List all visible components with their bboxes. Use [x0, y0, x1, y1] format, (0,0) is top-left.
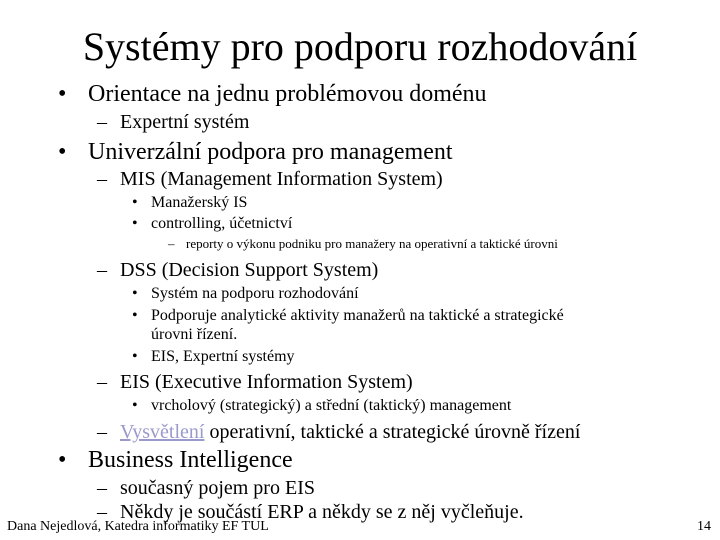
subsubitem-controlling: controlling, účetnictví — [151, 215, 293, 232]
footer-author: Dana Nejedlová, Katedra informatiky EF TUL — [7, 519, 269, 534]
subsubitem-system-podpora: Systém na podporu rozhodování — [151, 285, 359, 302]
subsubitem-podporuje-line1: Podporuje analytické aktivity manažerů na taktické a strategické — [151, 307, 564, 324]
vysvetleni-text: operativní, taktické a strategické úrovně řízení — [204, 421, 581, 443]
subitem-nekdy-erp: Někdy je součástí ERP a někdy se z něj vyčleňuje. — [120, 501, 524, 523]
bullet-marker: • — [58, 81, 67, 107]
subsubitem-eis-expertni: EIS, Expertní systémy — [151, 348, 295, 365]
dash-marker: – — [97, 168, 107, 190]
slide-title: Systémy pro podporu rozhodování — [82, 24, 638, 69]
dash-marker: – — [97, 421, 107, 443]
subsubitem-vrcholovy: vrcholový (strategický) a střední (taktický) management — [151, 397, 512, 414]
item-reporty: reporty o výkonu podniku pro manažery na operativní a taktické úrovni — [186, 236, 558, 251]
subsubitem-podporuje-line2: úrovni řízení. — [151, 326, 238, 343]
subitem-dss: DSS (Decision Support System) — [120, 259, 379, 281]
page-number: 14 — [697, 519, 711, 534]
bullet-orientace: Orientace na jednu problémovou doménu — [88, 81, 487, 107]
subitem-mis: MIS (Management Information System) — [120, 168, 443, 190]
subitem-eis: EIS (Executive Information System) — [120, 371, 413, 393]
dash-marker: – — [97, 477, 107, 499]
vysvetleni-link[interactable]: Vysvětlení — [120, 421, 205, 443]
bullet-univerzalni: Univerzální podpora pro management — [88, 139, 453, 165]
bullet-business-intelligence: Business Intelligence — [88, 447, 293, 473]
bullet-marker: • — [132, 307, 138, 324]
bullet-marker: • — [132, 215, 138, 232]
dash-marker: – — [97, 111, 107, 133]
bullet-marker: • — [132, 194, 138, 211]
bullet-marker: • — [132, 348, 138, 365]
dash-marker: – — [97, 501, 107, 523]
dash-marker: – — [97, 371, 107, 393]
dash-marker: – — [168, 236, 175, 251]
subsubitem-manazersky-is: Manažerský IS — [151, 194, 248, 211]
bullet-marker: • — [58, 139, 67, 165]
bullet-marker: • — [132, 397, 138, 414]
bullet-marker: • — [132, 285, 138, 302]
subitem-vysvetleni — [120, 420, 580, 444]
subitem-soucasny-pojem: současný pojem pro EIS — [120, 477, 315, 499]
dash-marker: – — [97, 259, 107, 281]
bullet-marker: • — [58, 447, 67, 473]
subitem-expertni-system: Expertní systém — [120, 111, 250, 133]
